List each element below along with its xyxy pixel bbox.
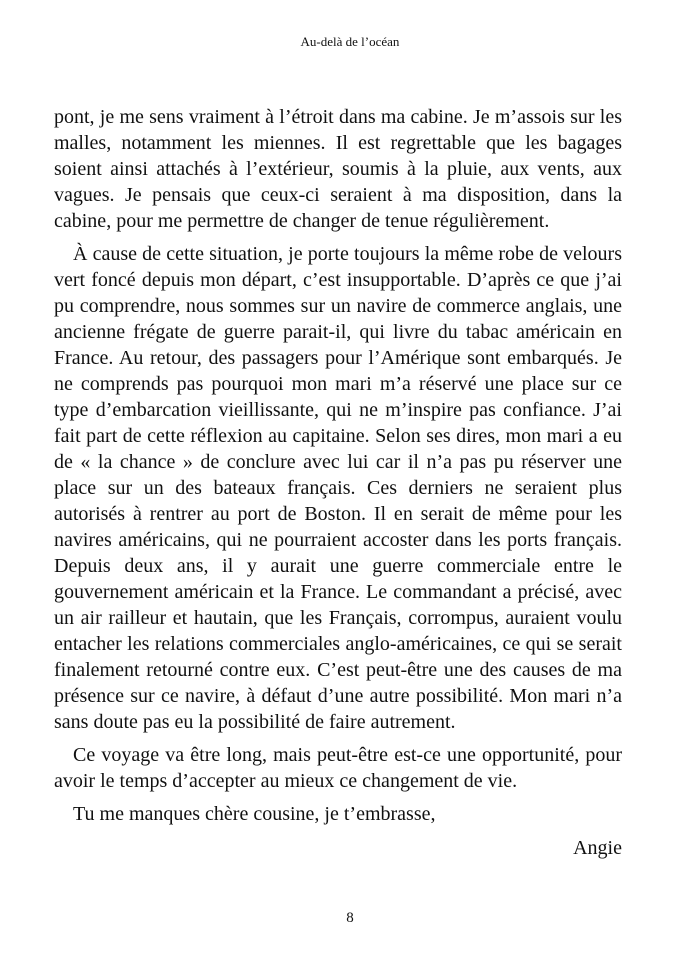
paragraph: Ce voyage va être long, mais peut-être est-ce une opportunité, pour avoir le temps d’accepter au mieux ce changement de vie.: [54, 744, 622, 792]
closing-line: Tu me manques chère cousine, je t’embrasse,: [73, 803, 436, 825]
signature: Angie: [573, 837, 622, 859]
paragraph: À cause de cette situation, je porte toujours la même robe de velours vert foncé depuis mon départ, c’est insupportable. D’après ce que j’ai pu comprendre, nous sommes sur un navire de commerce anglais, une ancienne frégate de guerre parait-il, qui livre du tabac américain en France. Au retour, des passagers pour l’Amérique sont embarqués. Je ne comprends pas pourquoi mon mari m’a réservé une place sur ce type d’embarcation vieillissante, qui ne m’inspire pas confiance. J’ai fait part de cette réflexion au capitaine. Selon ses dires, mon mari a eu de « la chance » de conclure avec lui car il n’a pas pu réserver une place sur un des bateaux français. Ces derniers ne seraient plus autorisés à rentrer au port de Boston. Il en serait de même pour les navires américains, qui ne pourraient accoster dans les ports français. Depuis deux ans, il y aurait une guerre commerciale entre le gouvernement américain et la France. Le commandant a précisé, avec un air railleur et hautain, que les Français, corrompus, auraient voulu entacher les relations commerciales anglo-américaines, ce qui se serait finalement retourné contre eux. C’est peut-être une des causes de ma présence sur ce navire, à défaut d’une autre possibilité. Mon mari n’a sans doute pas eu la possibilité de faire autrement.: [54, 243, 622, 733]
paragraph-continued: pont, je me sens vraiment à l’étroit dans ma cabine. Je m’assois sur les malles, notamment les miennes. Il est regrettable que les bagages soient ainsi attachés à l’extérieur, soumis à la pluie, aux vents, aux vagues. Je pensais que ceux-ci seraient à ma disposition, dans la cabine, pour me permettre de changer de tenue régulièrement.: [54, 106, 622, 232]
page-body: [54, 104, 622, 834]
running-header-title: Au-delà de l’océan: [300, 34, 400, 49]
page-number: 8: [346, 910, 354, 926]
